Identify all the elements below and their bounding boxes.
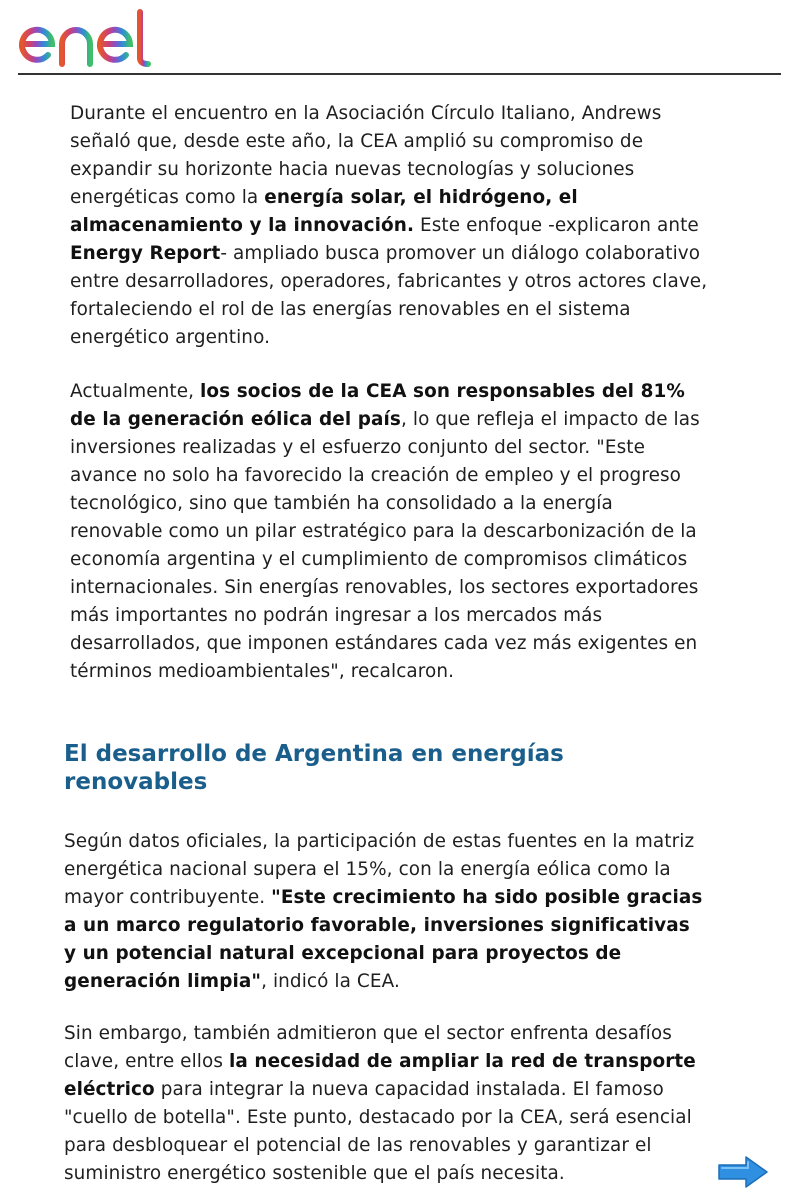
header-divider (18, 73, 781, 75)
right-arrow-icon[interactable] (716, 1154, 770, 1190)
paragraph-3: Según datos oficiales, la participación de estas fuentes en la matriz energética nacional supera el 15%, con la energía eólica como la mayor contribuyente. "Este crecimiento ha sido posible gracias a un marco regulatorio favorable, inversiones significativas y un potencial natural excepcional para proyectos de generación limpia", indicó la CEA. (64, 831, 703, 992)
paragraph-2: Actualmente, los socios de la CEA son responsables del 81% de la generación eólica del país, lo que refleja el impacto de las inversiones realizadas y el esfuerzo conjunto del sector. "Este avance no solo ha favorecido la creación de empleo y el progreso tecnológico, sino que también ha consolidado a la energía renovable como un pilar estratégico para la descarbonización de la economía argentina y el cumplimiento de compromisos climáticos internacionales. Sin energías renovables, los sectores exportadores más importantes no podrán ingresar a los mercados más desarrollados, que imponen estándares cada vez más exigentes en términos medioambientales", recalcaron. (70, 381, 700, 682)
section-heading: El desarrollo de Argentina en energías renovables (64, 741, 564, 795)
enel-logo[interactable] (18, 8, 170, 68)
paragraph-1: Durante el encuentro en la Asociación Círculo Italiano, Andrews señaló que, desde este año, la CEA amplió su compromiso de expandir su horizonte hacia nuevas tecnologías y soluciones energéticas como la energía solar, el hidrógeno, el almacenamiento y la innovación. Este enfoque -explicaron ante Energy Report- ampliado busca promover un diálogo colaborativo entre desarrolladores, operadores, fabricantes y otros actores clave, fortaleciendo el rol de las energías renovables en el sistema energético argentino. (70, 103, 708, 348)
page-header (0, 0, 800, 76)
paragraph-4: Sin embargo, también admitieron que el sector enfrenta desafíos clave, entre ellos la necesidad de ampliar la red de transporte eléctrico para integrar la nueva capacidad instalada. El famoso "cuello de botella". Este punto, destacado por la CEA, será esencial para desbloquear el potencial de las renovables y garantizar el suministro energético sostenible que el país necesita. (64, 1023, 696, 1184)
logo-text: enel (18, 8, 21, 9)
